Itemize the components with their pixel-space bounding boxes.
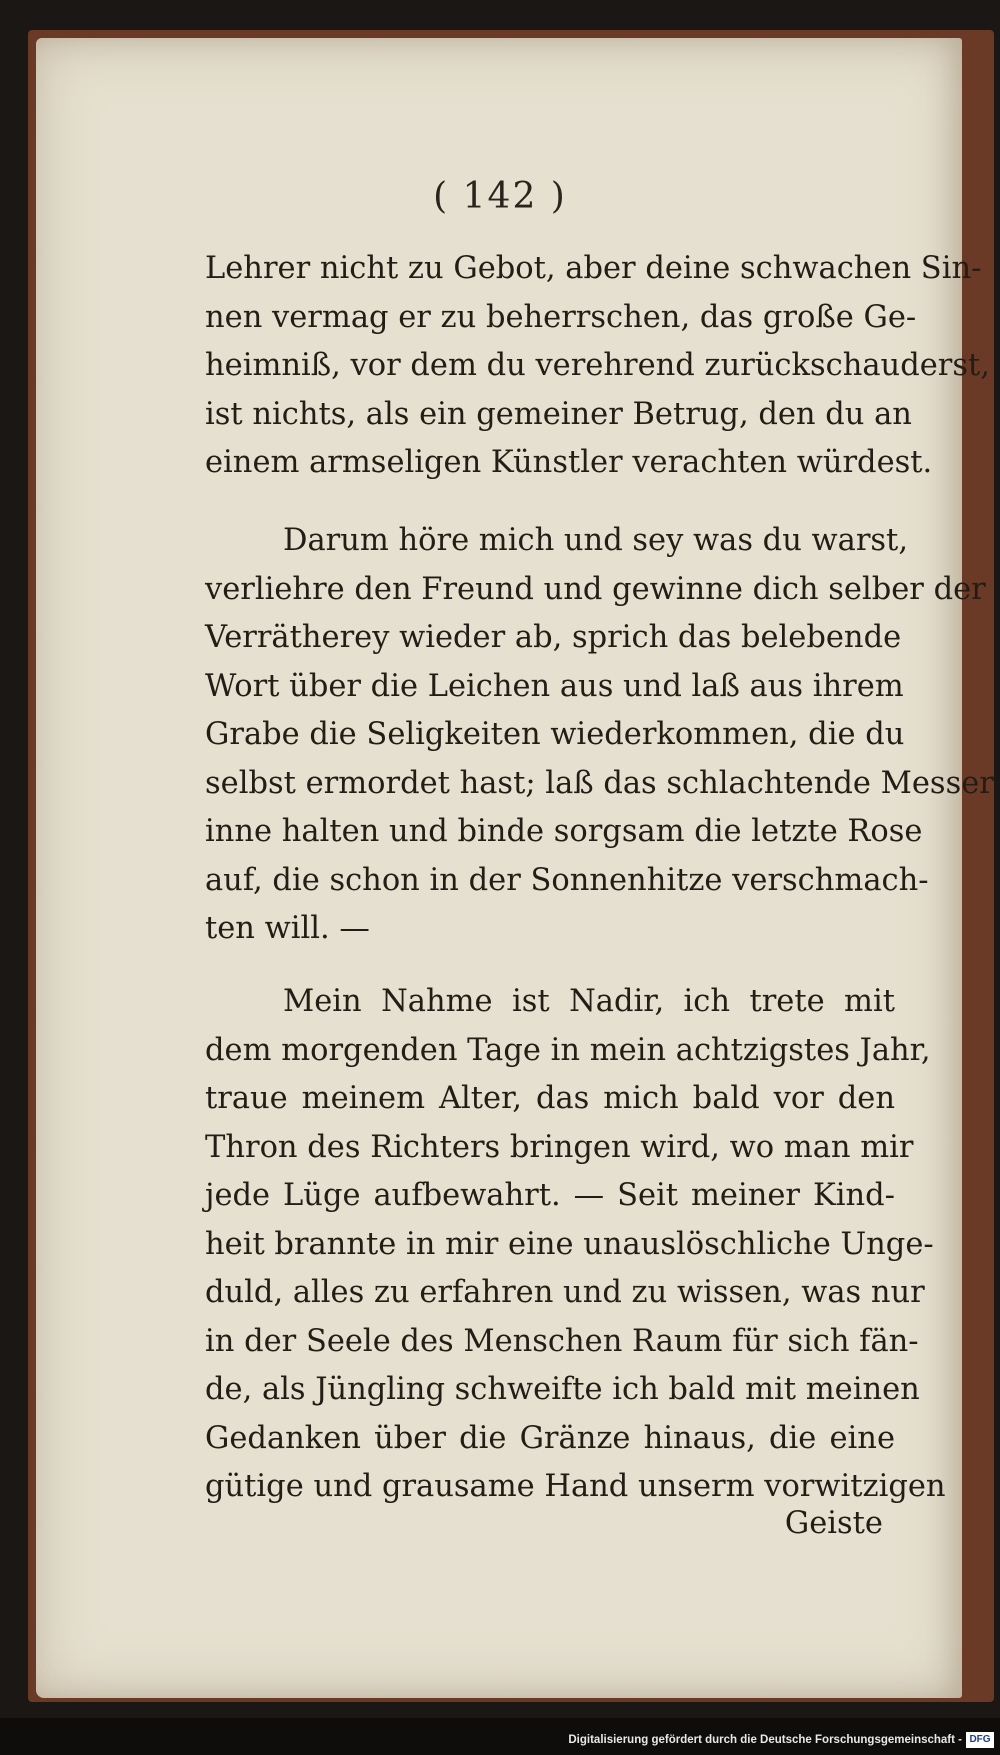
paragraph-3 (205, 978, 946, 1512)
text-line: verliehre den Freund und gewinne dich selber der (205, 571, 986, 607)
text-line: gütige und grausame Hand unserm vorwitzigen (205, 1469, 946, 1504)
text-line: Lehrer nicht zu Gebot, aber deine schwachen Sin- (205, 251, 982, 286)
text-line: Wort über die Leichen aus und laß aus ihrem (205, 668, 904, 704)
text-line: de, als Jüngling schweifte ich bald mit meinen (205, 1372, 920, 1407)
dfg-logo[interactable]: DFG (966, 1732, 994, 1748)
text-line: duld, alles zu erfahren und zu wissen, was nur (205, 1275, 925, 1310)
text-line: dem morgenden Tage in mein achtzigstes Jahr, (205, 1032, 931, 1068)
text-line: nen vermag er zu beherrschen, das große Ge- (205, 299, 917, 335)
text-line: heit brannte in mir eine unauslöschliche Unge- (205, 1226, 934, 1262)
text-line: auf, die schon in der Sonnenhitze verschmach- (205, 862, 929, 898)
text-line: Verrätherey wieder ab, sprich das belebende (205, 620, 902, 655)
text-line: traue meinem Alter, das mich bald vor den (205, 1081, 895, 1116)
paragraph-2 (205, 517, 994, 954)
text-line: einem armseligen Künstler verachten würdest. (205, 445, 933, 480)
text-line: heimniß, vor dem du verehrend zurückschauderst, (205, 348, 990, 383)
text-line: Thron des Richters bringen wird, wo man mir (205, 1129, 914, 1165)
text-line: Gedanken über die Gränze hinaus, die eine (205, 1420, 895, 1456)
text-line: selbst ermordet hast; laß das schlachtende Messer (205, 765, 994, 801)
text-line: ten will. — (205, 911, 370, 946)
paragraph-1 (205, 245, 990, 488)
text-line: Grabe die Seligkeiten wiederkommen, die du (205, 717, 905, 752)
text-line: Darum höre mich und sey was du warst, (283, 523, 909, 558)
catchword: Geiste (784, 1506, 883, 1541)
text-line: ist nichts, als ein gemeiner Betrug, den du an (205, 396, 912, 432)
text-line: Mein Nahme ist Nadir, ich trete mit (283, 984, 895, 1019)
text-line: jede Lüge aufbewahrt. — Seit meiner Kind- (205, 1178, 895, 1213)
footer-credit: Digitalisierung gefördert durch die Deutsche Forschungsgemeinschaft - (568, 1734, 962, 1746)
page-number: ( 142 ) (433, 176, 567, 217)
text-line: inne halten und binde sorgsam die letzte Rose (205, 814, 923, 849)
text-line: in der Seele des Menschen Raum für sich fän- (205, 1323, 919, 1359)
